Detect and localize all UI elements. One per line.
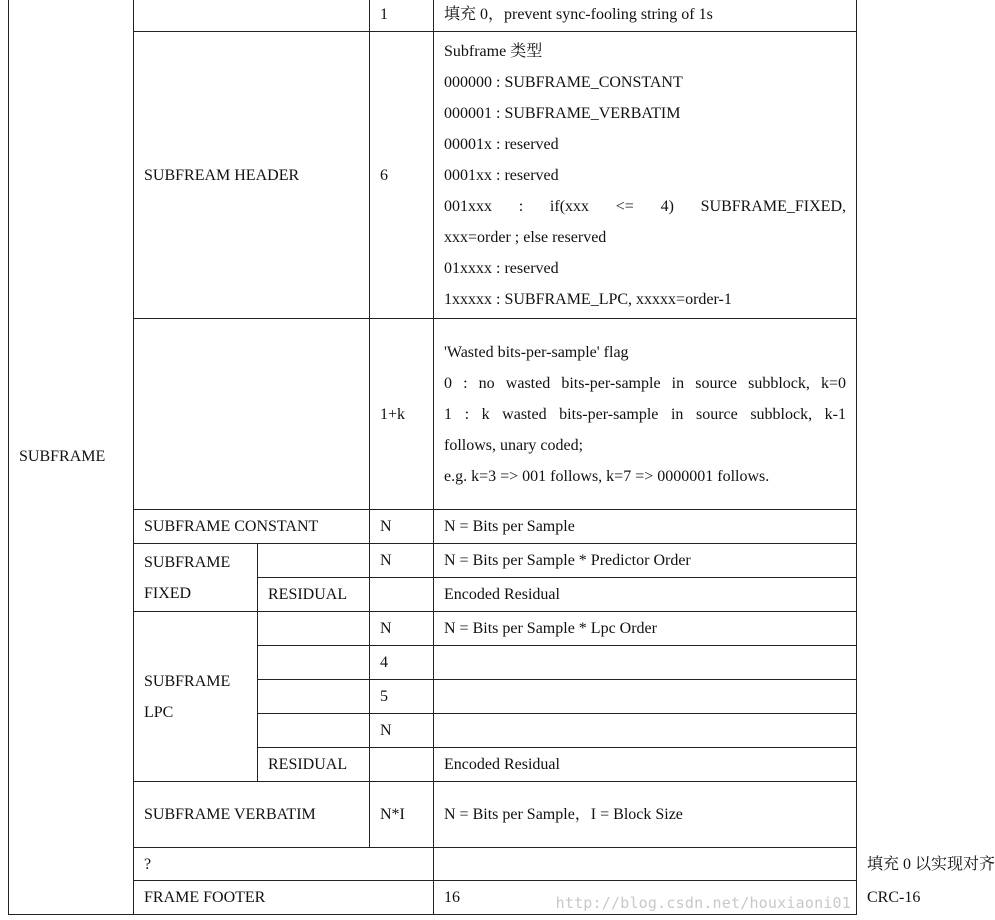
fixed-sub-empty-cell [258,544,370,578]
alignment-bits-empty [434,848,857,881]
header-desc-line: 000001 : SUBFRAME_VERBATIM [444,104,681,122]
subframe-fixed-label-line1: SUBFRAME [144,553,231,571]
subframe-fixed-label-line2: FIXED [144,584,192,602]
wasted-desc-line: e.g. k=3 => 001 follows, k=7 => 0000001 follows. [444,467,770,485]
wasted-bits-bits: 1+k [370,319,434,510]
lpc-sub-empty-cell [258,714,370,748]
subframe-verbatim-description: N = Bits per Sample，I = Block Size [434,782,857,848]
subframe-verbatim-label: SUBFRAME VERBATIM [134,782,370,848]
header-desc-line: 000000 : SUBFRAME_CONSTANT [444,73,683,91]
subframe-label: SUBFRAME [9,0,134,915]
padding-description: 填充 0，prevent sync-fooling string of 1s [434,0,857,32]
frame-footer-bits: 16 [434,881,857,915]
header-desc-line: xxx=order ; else reserved [444,228,607,246]
subframe-lpc-label-line2: LPC [144,703,174,721]
alignment-label: ? [134,848,434,881]
lpc-bits-3: 5 [370,680,434,714]
wasted-bits-description [434,319,857,510]
subframe-header-bits: 6 [370,32,434,319]
lpc-sub-empty-cell [258,612,370,646]
padding-row-empty-cell [134,0,370,32]
subframe-constant-label: SUBFRAME CONSTANT [134,510,370,544]
subframe-lpc-label-line1: SUBFRAME [144,672,231,690]
lpc-bits-4: N [370,714,434,748]
subframe-verbatim-bits: N*I [370,782,434,848]
fixed-bits: N [370,544,434,578]
lpc-bits-1: N [370,612,434,646]
lpc-description-1: N = Bits per Sample * Lpc Order [434,612,857,646]
wasted-desc-line: 1 : k wasted bits-per-sample in source subblock, k-1 [444,405,846,423]
padding-bits: 1 [370,0,434,32]
lpc-sub-empty-cell [258,680,370,714]
subframe-header-description [434,32,857,319]
lpc-description-empty [434,680,857,714]
lpc-residual-bits-empty [370,748,434,782]
wasted-desc-line: 0 : no wasted bits-per-sample in source subblock, k=0 [444,374,846,392]
subframe-lpc-label [134,612,258,782]
lpc-sub-empty-cell [258,646,370,680]
subframe-constant-description: N = Bits per Sample [434,510,857,544]
subframe-constant-bits: N [370,510,434,544]
fixed-description: N = Bits per Sample * Predictor Order [434,544,857,578]
header-desc-line: Subframe 类型 [444,42,543,60]
watermark-url: http://blog.csdn.net/houxiaoni01 [555,894,851,912]
lpc-residual-description: Encoded Residual [434,748,857,782]
frame-footer-label: FRAME FOOTER [134,881,434,915]
lpc-residual-label: RESIDUAL [258,748,370,782]
header-desc-line: 01xxxx : reserved [444,259,559,277]
subframe-fixed-label [134,544,258,612]
header-desc-line: 00001x : reserved [444,135,559,153]
header-desc-line: 0001xx : reserved [444,166,559,184]
fixed-residual-bits-empty [370,578,434,612]
lpc-description-empty [434,714,857,748]
wasted-bits-empty-cell [134,319,370,510]
subframe-header-label: SUBFREAM HEADER [134,32,370,319]
lpc-bits-2: 4 [370,646,434,680]
wasted-desc-line: follows, unary coded; [444,436,584,454]
header-desc-line: 1xxxxx : SUBFRAME_LPC, xxxxx=order-1 [444,290,732,308]
header-desc-line: 001xxx : if(xxx <= 4) SUBFRAME_FIXED, [444,197,846,215]
flac-frame-structure-table: SUBFRAME 1 填充 0，prevent sync-fooling string of 1s SUBFREAM HEADER 6 Subframe 类型 000000 : SUBFRAME_CONSTANT 000001 : SUBFRAME_VERBATIM 00001x : reserved 0001xx : reserved 001xxx : if(xxx <= 4) SUBFRAME_FIXED, xxx=order ; else reserved 01xxxx : reserved 1xxxxx : SUBFRAME_LPC, xxxxx=order-1 1+k 'Wasted bits-per-sample' flag 0 : no wasted bits-per-sample in source subblock, k=0 1 : k wasted bits-per-sample in source subblock, k-1 follows, unary coded; e.g. k=3 => 001 follows, k=7 => 0000001 follows. SUBFRAME CONSTANT N N = Bits per Sample SUBFRAME FIXED N N = Bits per Sample * Predictor Order RESIDUAL Encoded Residual SUBFRAME LPC N N = Bits per Sample * Lpc Order 4 5 N RESIDUAL Encoded Residual SUBFRAME VERBATIM N*I N = Bits per Sample，I = Block Size ? 填充 0 以实现对齐 FRAME FOOTER 16 CRC-16 [8,0,857,915]
fixed-residual-description: Encoded Residual [434,578,857,612]
wasted-desc-line: 'Wasted bits-per-sample' flag [444,343,629,361]
lpc-description-empty [434,646,857,680]
fixed-residual-label: RESIDUAL [258,578,370,612]
